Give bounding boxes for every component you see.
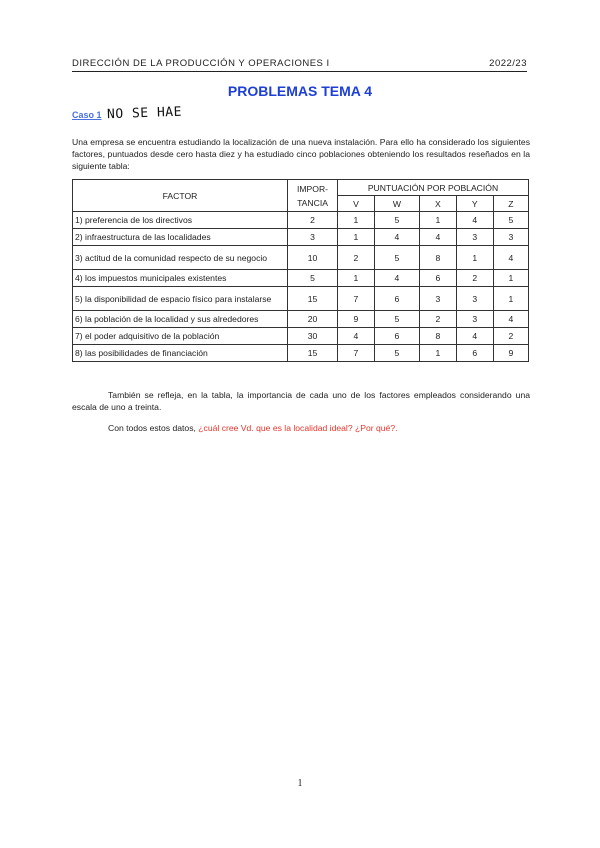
score-cell: 6 [419, 270, 456, 287]
score-cell: 6 [374, 328, 419, 345]
score-cell: 4 [419, 229, 456, 246]
score-cell: 8 [419, 328, 456, 345]
importance-note: También se refleja, en la tabla, la importancia de cada uno de los factores empleados considerando una escala de uno a treinta. [72, 390, 530, 412]
score-cell: 1 [456, 246, 493, 270]
town-header: W [374, 196, 419, 212]
table-row [73, 246, 529, 270]
importance-cell: 5 [288, 270, 338, 287]
importance-cell: 15 [288, 345, 338, 362]
score-cell: 2 [456, 270, 493, 287]
table-row [73, 212, 529, 229]
factor-cell: 2) infraestructura de las localidades [73, 229, 288, 246]
factor-cell: 8) las posibilidades de financiación [73, 345, 288, 362]
factor-cell: 3) actitud de la comunidad respecto de su negocio [73, 246, 288, 270]
score-cell: 3 [419, 287, 456, 311]
town-header: Y [456, 196, 493, 212]
score-cell: 7 [338, 345, 375, 362]
score-cell: 9 [493, 345, 528, 362]
factor-cell: 7) el poder adquisitivo de la población [73, 328, 288, 345]
importance-cell: 15 [288, 287, 338, 311]
table-row [73, 345, 529, 362]
question-paragraph [108, 423, 528, 433]
score-cell: 2 [338, 246, 375, 270]
page-title: PROBLEMAS TEMA 4 [227, 83, 373, 99]
town-header: Z [493, 196, 528, 212]
score-cell: 3 [493, 229, 528, 246]
table-row [73, 328, 529, 345]
score-cell: 8 [419, 246, 456, 270]
importance-cell: 2 [288, 212, 338, 229]
score-cell: 4 [338, 328, 375, 345]
score-cell: 7 [338, 287, 375, 311]
importance-cell: 30 [288, 328, 338, 345]
factor-cell: 6) la población de la localidad y sus alrededores [73, 311, 288, 328]
score-cell: 4 [374, 270, 419, 287]
question-prefix: Con todos estos datos, [108, 423, 199, 433]
score-cell: 3 [456, 229, 493, 246]
factor-cell: 5) la disponibilidad de espacio físico para instalarse [73, 287, 288, 311]
score-header: PUNTUACIÓN POR POBLACIÓN [338, 180, 529, 196]
running-header [72, 58, 527, 72]
score-cell: 5 [493, 212, 528, 229]
score-cell: 5 [374, 246, 419, 270]
score-cell: 1 [493, 287, 528, 311]
score-cell: 3 [456, 287, 493, 311]
score-cell: 4 [493, 246, 528, 270]
score-cell: 4 [456, 212, 493, 229]
importance-header: IMPOR- TANCIA [288, 180, 338, 212]
academic-year: 2022/23 [489, 58, 527, 69]
score-cell: 6 [374, 287, 419, 311]
course-title: DIRECCIÓN DE LA PRODUCCIÓN Y OPERACIONES I [72, 58, 330, 69]
score-cell: 5 [374, 345, 419, 362]
score-cell: 3 [456, 311, 493, 328]
score-cell: 6 [456, 345, 493, 362]
score-cell: 4 [493, 311, 528, 328]
table-row [73, 311, 529, 328]
question-text: ¿cuál cree Vd. que es la localidad ideal? ¿Por qué?. [198, 423, 398, 433]
score-cell: 1 [338, 212, 375, 229]
score-cell: 2 [419, 311, 456, 328]
table-row [73, 270, 529, 287]
page-number: 1 [297, 778, 303, 789]
factor-cell: 4) los impuestos municipales existentes [73, 270, 288, 287]
case-link[interactable]: Caso 1 [72, 110, 102, 120]
handwritten-annotation: NO SE HAE [106, 104, 183, 123]
score-cell: 1 [338, 229, 375, 246]
score-cell: 9 [338, 311, 375, 328]
score-cell: 1 [419, 345, 456, 362]
score-cell: 5 [374, 212, 419, 229]
score-cell: 5 [374, 311, 419, 328]
town-header: X [419, 196, 456, 212]
score-cell: 1 [493, 270, 528, 287]
score-cell: 2 [493, 328, 528, 345]
score-cell: 4 [374, 229, 419, 246]
table-row [73, 229, 529, 246]
importance-cell: 3 [288, 229, 338, 246]
score-cell: 1 [338, 270, 375, 287]
intro-paragraph: Una empresa se encuentra estudiando la localización de una nueva instalación. Para ello ha considerado los siguientes factores, puntuados desde cero hasta diez y ha estudiado cinco poblaciones obteniendo los resultados reseñados en la siguiente tabla: [72, 137, 530, 171]
score-cell: 1 [419, 212, 456, 229]
location-factors-table [72, 179, 529, 362]
town-header: V [338, 196, 375, 212]
importance-cell: 10 [288, 246, 338, 270]
factor-header: FACTOR [73, 180, 288, 212]
importance-cell: 20 [288, 311, 338, 328]
table-row [73, 287, 529, 311]
score-cell: 4 [456, 328, 493, 345]
factor-cell: 1) preferencia de los directivos [73, 212, 288, 229]
